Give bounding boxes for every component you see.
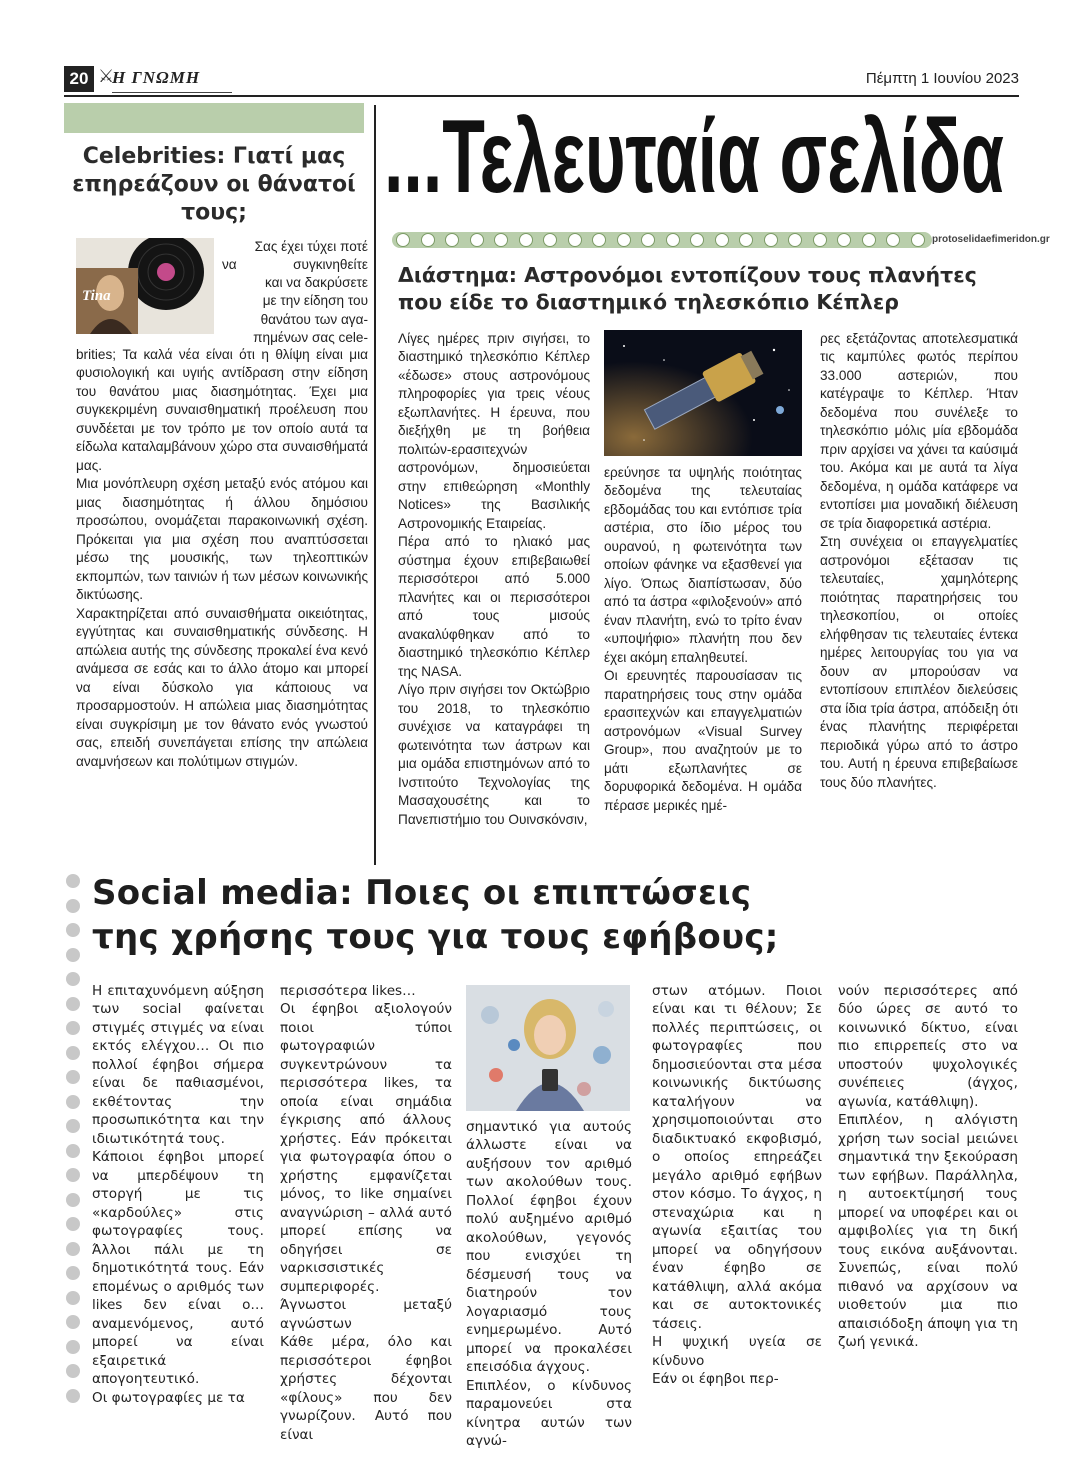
social-column-2 bbox=[280, 982, 452, 1444]
section-band bbox=[64, 103, 364, 133]
issue-date: Πέμπτη 1 Ιουνίου 2023 bbox=[865, 70, 1019, 87]
divider-dot bbox=[445, 233, 459, 247]
strip-dot bbox=[66, 1193, 80, 1207]
space-column-2 bbox=[604, 464, 802, 815]
divider-dot bbox=[690, 233, 704, 247]
paragraph: στων ατόμων. Ποιοι είναι και τι θέλουν; Σε πολλές περιπτώσεις, οι φωτογραφίες που δημοσιεύονται στα μέσα κοινωνικής δικτύωσης καταλήγουν να χρησιμοποιούνται στο διαδικτυακό εκφοβισμό, ο οποίος επηρεάζει μεγάλο αριθμό εφήβων στον κόσμο. Το άγχος, η στεναχώρια και η αγωνία εξαιτίας του μπορεί να οδηγήσουν έναν έφηβο σε κατάθλιψη, αλλά ακόμα και σε αυτοκτονικές τάσεις. bbox=[652, 983, 822, 1332]
strip-dot bbox=[66, 1095, 80, 1109]
celebrity-photo bbox=[76, 238, 214, 334]
celebrities-headline: Celebrities: Γιατί μας επηρεάζουν οι θάνατοί τους; bbox=[72, 144, 356, 226]
wrap-line: θανάτου των αγα- bbox=[260, 311, 368, 327]
kepler-telescope-image bbox=[604, 330, 802, 456]
strip-dot bbox=[66, 874, 80, 888]
social-column-3 bbox=[466, 1118, 632, 1451]
paragraph: ερεύνησε τα υψηλής ποιότητας δεδομένα της τελευταίας εβδομάδας του και εντόπισε τρία αστέρια, στο ίδιο μέρος του ουρανού, η φωτεινότητα των οποίων φάνηκε να εξασθενεί για λίγο. Όπως διαπίστωσαν, δύο από τα άστρα «φιλοξενούν» από έναν πλανήτη, ενώ το τρίτο έναν «υποψήφιο» πλανήτη που δεν έχει ακόμη επαληθευτεί. bbox=[604, 465, 802, 665]
paragraph: Κάποιοι έφηβοι μπορεί να μπερδέψουν τη στοργή με τις «καρδούλες» στις φωτογραφίες τους. Άλλοι πάλι με τη δημοτικότητά τους. Εάν επομένως ο αριθμός των likes δεν είναι ο… αναμενόμενος, αυτό μπορεί να είναι εξαιρετικά απογοητευτικό. bbox=[92, 1149, 264, 1388]
subheading: Η ψυχική υγεία σε κίνδυνο bbox=[652, 1334, 822, 1369]
wrap-line: και να δακρύσετε bbox=[265, 275, 368, 291]
divider-dot bbox=[519, 233, 533, 247]
paragraph: Οι φωτογραφίες με τα bbox=[92, 1389, 245, 1406]
paragraph: Πέρα από το ηλιακό μας σύστημα έχουν επιβεβαιωθεί περισσότεροι από 5.000 πλανήτες και οι περισσότεροι από τους μισούς ανακαλύφθηκαν από το διαστημικό τηλεσκόπιο Κέπλερ της NASA. bbox=[398, 534, 590, 679]
divider-dot bbox=[666, 233, 680, 247]
strip-dot bbox=[66, 1291, 80, 1305]
divider-dot bbox=[396, 233, 410, 247]
divider-dot bbox=[813, 233, 827, 247]
paragraph: brities; Τα καλά νέα είναι ότι η θλίψη είναι μια φυσιολογική και υγιής αντίδραση στην είδηση του θανάτου μιας διασημότητας. Έχει μια συγκεκριμένη συναισθηματική προέλευση που συνδέεται με τον τρόπο με τον οποίο αυτά τα είδωλα καταλαμβάνουν χώρο στα συναισθήματά μας. bbox=[76, 347, 368, 473]
strip-dot bbox=[66, 948, 80, 962]
paragraph: ρες εξετάζοντας αποτελεσματικά τις καμπύλες φωτός περίπου 33.000 αστεριών, που κατέγραψε το Κέπλερ. Ήταν δεδομένα που συνέλεξε το τηλεσκόπιο μόλις μία εβδομάδα πριν αρχίσει να χάνει τα καύσιμά του. Ακόμα και με αυτά τα λίγα δεδομένα, η ομάδα κατάφερε να εντοπίσει μια μοναδική διέλευση σε τρία διαφορετικά αστέρια. bbox=[820, 331, 1018, 531]
space-column-3 bbox=[820, 330, 1018, 792]
strip-dot bbox=[66, 1217, 80, 1231]
wrap-line: Σας έχει τύχει ποτέ bbox=[254, 239, 368, 254]
strip-dot bbox=[66, 1046, 80, 1060]
divider-dot bbox=[592, 233, 606, 247]
divider-dot bbox=[788, 233, 802, 247]
divider-dot bbox=[862, 233, 876, 247]
celebrities-wrap-text bbox=[222, 238, 368, 347]
celebrities-body bbox=[76, 346, 368, 771]
paper-logo-icon: ⚔ bbox=[98, 66, 115, 86]
divider-dot bbox=[911, 233, 925, 247]
wrap-line: με την είδηση του bbox=[262, 293, 368, 309]
social-headline bbox=[92, 872, 1022, 959]
strip-dot bbox=[66, 1168, 80, 1182]
paragraph: Οι έφηβοι αξιολογούν ποιοι τύποι φωτογραφιών συγκεντρώνουν τα περισσότερα likes, τα οποία είναι σημάδια έγκρισης από άλλους χρήστες. Εάν πρόκειται για φωτογραφία όπου ο χρήστης εμφανίζεται μόνος, το like σημαίνει αναγνώριση – αλλά αυτό μπορεί επίσης να οδηγήσει σε ναρκισσιστικές συμπεριφορές. bbox=[280, 1001, 452, 1295]
strip-dot bbox=[66, 1364, 80, 1378]
strip-dot bbox=[66, 1266, 80, 1280]
divider-dot bbox=[568, 233, 582, 247]
paragraph: Στη συνέχεια οι επαγγελματίες αστρονόμοι εξέτασαν τις τελευταίες, χαμηλότερης ποιότητας παρατηρήσεις του τηλεσκοπίου, οι οποίες ελήφθησαν τις τελευταίες έντεκα ημέρες λειτουργίας του για να δουν αν μπορούσαν να εντοπίσουν επιπλέον διελεύσεις στα ίδια τρία άστρα, απόδειξη ότι ένας πλανήτης περιφέρεται περιοδικά γύρω από το άστρο του. Αυτή η έρευνα επιβεβαίωσε τους δύο πλανήτες. bbox=[820, 534, 1018, 790]
header-rule bbox=[64, 95, 1019, 97]
paragraph: Εάν οι έφηβοι περ- bbox=[652, 1371, 779, 1388]
banner-title bbox=[384, 98, 1018, 206]
paragraph: Οι ερευνητές παρουσίασαν τις παρατηρήσεις τους στην ομάδα ερασιτεχνών και επαγγελματιών αστρονόμων «Visual Survey Group», που αναζητούν με το μάτι εξωπλανήτες σε δορυφορικά δεδομένα. Η ομάδα πέρασε μερικές ημέ- bbox=[604, 668, 802, 813]
divider-dot bbox=[470, 233, 484, 247]
paragraph: Λίγο πριν σιγήσει τον Οκτώβριο του 2018, το τηλεσκόπιο συνέχισε να καταγράφει τη φωτεινότητα των άστρων και μια ομάδα επιστημόνων από το Ινστιτούτο Τεχνολογίας της Μασαχουσέτης και το Πανεπιστήμιο του Ουινσκόνσιν, bbox=[398, 682, 590, 827]
teen-with-phone-image bbox=[466, 985, 630, 1111]
telescope-photo bbox=[604, 330, 802, 456]
divider-dot bbox=[886, 233, 900, 247]
paragraph: Κάθε μέρα, όλο και περισσότεροι έφηβοι χρήστες δέχονται «φίλους» που δεν γνωρίζουν. Αυτό που είναι bbox=[280, 1334, 452, 1443]
social-headline-line: της χρήσης τους για τους εφήβους; bbox=[92, 916, 779, 957]
divider-dot bbox=[494, 233, 508, 247]
space-headline: Διάστημα: Αστρονόμοι εντοπίζουν τους πλανήτες που είδε το διαστημικό τηλεσκόπιο Κέπλερ bbox=[398, 263, 977, 314]
social-column-1 bbox=[92, 982, 264, 1407]
side-dot-strip bbox=[64, 870, 82, 1410]
divider-dot bbox=[739, 233, 753, 247]
page-number: 20 bbox=[64, 66, 94, 92]
paragraph: Επιπλέον, ο κίνδυνος παραμονεύει στα κίνητρα αυτών των αγνώ- bbox=[466, 1377, 632, 1450]
strip-dot bbox=[66, 1242, 80, 1256]
album-title-text: Tina bbox=[82, 288, 111, 304]
paragraph: σημαντικό για αυτούς άλλωστε είναι να αυξήσουν τον αριθμό των ακολούθων τους. Πολλοί έφηβοι έχουν πολύ αυξημένο αριθμό ακολούθων, γεγονός που ενισχύει τη δέσμευσή τους να διατηρούν τον λογαριασμό τους ενημερωμένο. Αυτό μπορεί να προκαλέσει επεισόδια άγχους. bbox=[466, 1119, 632, 1376]
divider-dot bbox=[421, 233, 435, 247]
column-divider bbox=[374, 105, 376, 865]
banner-title-text: ...Τελευταία σελίδα bbox=[384, 99, 1004, 206]
strip-dot bbox=[66, 1070, 80, 1084]
strip-dot bbox=[66, 1315, 80, 1329]
watermark: protoselidaefimeridon.gr bbox=[932, 234, 1050, 245]
space-column-1 bbox=[398, 330, 590, 829]
divider-dot bbox=[837, 233, 851, 247]
strip-dot bbox=[66, 923, 80, 937]
paragraph: Μια μονόπλευρη σχέση μεταξύ ενός ατόμου και μιας διασημότητας ή άλλου δημόσιου προσώπου, ονομάζεται παρακοινωνική σχέση. Πρόκειται για μια σχέση που αναπτύσσεται μέσω της μουσικής, των τηλεοπτικών εκπομπών, των ταινιών ή των μέσων κοινωνικής δικτύωσης. bbox=[76, 476, 368, 603]
social-column-5 bbox=[838, 982, 1018, 1352]
strip-dot bbox=[66, 1021, 80, 1035]
wrap-line: πημένων σας cele- bbox=[253, 329, 368, 345]
paragraph: περισσότερα likes… bbox=[280, 983, 416, 999]
divider-dot bbox=[641, 233, 655, 247]
social-headline-line: Social media: Ποιες οι επιπτώσεις bbox=[92, 873, 752, 913]
vinyl-album-image bbox=[76, 238, 214, 334]
strip-dot bbox=[66, 997, 80, 1011]
divider-dot bbox=[764, 233, 778, 247]
paper-name: Η ΓΝΩΜΗ bbox=[112, 68, 201, 87]
divider-dot bbox=[543, 233, 557, 247]
strip-dot bbox=[66, 1144, 80, 1158]
strip-dot bbox=[66, 1389, 80, 1403]
strip-dot bbox=[66, 1119, 80, 1133]
social-column-4 bbox=[652, 982, 822, 1389]
paragraph: Επιπλέον, η αλόγιστη χρήση των social μειώνει σημαντικά την ξεκούραση των εφήβων. Παράλληλα, η αυτοεκτίμησή τους μπορεί να υποφέρει και οι αμφιβολίες για τη δική τους εικόνα αυξάνονται. Συνεπώς, είναι πολύ πιθανό να αρχίσουν να υιοθετούν μια πιο απαισιόδοξη άποψη για τη ζωή γενικά. bbox=[838, 1112, 1018, 1351]
paragraph: νούν περισσότερες από δύο ώρες σε αυτό το κοινωνικό δίκτυο, είναι πιο επιρρεπείς στο να υποστούν ψυχολογικές συνέπειες (άγχος, αγωνία, κατάθλιψη). bbox=[838, 983, 1018, 1110]
strip-dot bbox=[66, 899, 80, 913]
strip-dot bbox=[66, 1340, 80, 1354]
teen-phone-photo bbox=[466, 985, 630, 1111]
divider-dot bbox=[715, 233, 729, 247]
paper-name-underline bbox=[112, 92, 232, 93]
divider-dot bbox=[617, 233, 631, 247]
paragraph: Η επιταχυνόμενη αύξηση των social φαίνεται στιγμές στιγμές να είναι εκτός ελέγχου… Οι πιο πολλοί έφηβοι σήμερα είναι δε παθιασμένοι, εκθέτοντας την προσωπικότητα και την ιδιωτικότητά τους. bbox=[92, 983, 264, 1147]
paragraph: Λίγες ημέρες πριν σιγήσει, το διαστημικό τηλεσκόπιο Κέπλερ «έδωσε» στους αστρονόμους πληροφορίες για τρεις νέους εξωπλανήτες. Η έρευνα, που διεξήχθη με τη βοήθεια πολιτών-ερασιτεχνών αστρονόμων, δημοσιεύεται στην επιθεώρηση «Monthly Notices» της Βασιλικής Αστρονομικής Εταιρείας. bbox=[398, 331, 590, 531]
wrap-line: να συγκινηθείτε bbox=[222, 257, 368, 273]
paragraph: Χαρακτηρίζεται από συναισθήματα οικειότητας, εγγύτητας και συναισθηματικής σύνδεσης. Η απώλεια αυτής της σύνδεσης προκαλεί ένα κενό ανάμεσα σε εσάς και το άλλο άτομο και μπορεί να είναι δύσκολο για κάποιους να προσαρμοστούν. Η απώλεια μιας διασημότητας είναι συγκρίσιμη με τον θάνατο ενός γνωστού σας, επειδή συνεπάγεται επίσης την απώλεια αναμνήσεων και πολύτιμων στιγμών. bbox=[76, 605, 368, 769]
subheading: Άγνωστοι μεταξύ αγνώστων bbox=[280, 1297, 452, 1332]
strip-dot bbox=[66, 972, 80, 986]
